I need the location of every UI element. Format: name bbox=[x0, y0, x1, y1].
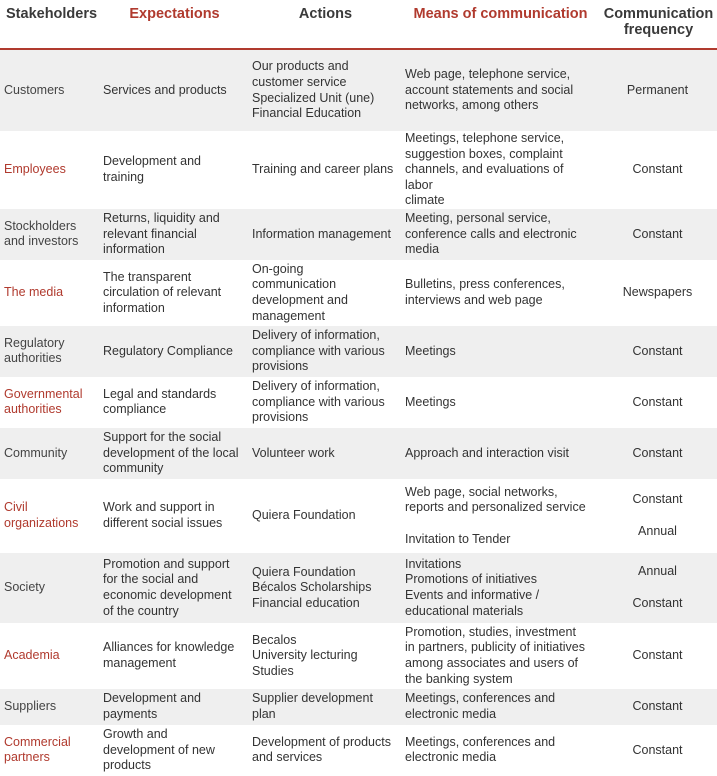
expectations-cell: Returns, liquidity and relevant financial information bbox=[99, 209, 248, 260]
table-row bbox=[0, 623, 717, 689]
expectations-cell: Growth and development of new products bbox=[99, 725, 248, 776]
means-cell bbox=[401, 209, 598, 260]
means-item: Meetings bbox=[405, 394, 456, 409]
frequency-cell bbox=[598, 49, 717, 131]
means-item: Meetings, conferences and electronic media bbox=[405, 691, 556, 721]
table-row bbox=[0, 131, 717, 209]
frequency-cell bbox=[598, 209, 717, 260]
table-row bbox=[0, 377, 717, 428]
actions-cell: Development of products and services bbox=[248, 725, 401, 776]
means-item: Web page, telephone service, account statements and social networks, among others bbox=[405, 67, 574, 113]
frequency-cell bbox=[598, 479, 717, 553]
header-frequency: Communication frequency bbox=[603, 6, 714, 38]
frequency-item: Constant bbox=[632, 343, 683, 358]
frequency-cell bbox=[598, 428, 717, 479]
means-cell bbox=[401, 623, 598, 689]
actions-cell: Our products and customer service Specialized Unit (une) Financial Education bbox=[248, 49, 401, 131]
frequency-item: Constant bbox=[632, 595, 683, 610]
frequency-cell bbox=[598, 689, 717, 725]
table-row bbox=[0, 209, 717, 260]
frequency-item: Constant bbox=[632, 742, 683, 757]
means-cell bbox=[401, 689, 598, 725]
header-means: Means of communication bbox=[413, 6, 588, 22]
stakeholder-cell: Regulatory authorities bbox=[0, 326, 99, 377]
expectations-cell: Regulatory Compliance bbox=[99, 326, 248, 377]
means-cell bbox=[401, 131, 598, 209]
expectations-cell: Services and products bbox=[99, 49, 248, 131]
table-row bbox=[0, 428, 717, 479]
actions-cell: Delivery of information, compliance with various provisions bbox=[248, 377, 401, 428]
table-body bbox=[0, 49, 717, 776]
header-row bbox=[0, 0, 717, 49]
means-item: Invitation to Tender bbox=[405, 531, 511, 546]
frequency-item: Constant bbox=[632, 226, 683, 241]
frequency-item: Permanent bbox=[626, 82, 689, 97]
frequency-item: Annual bbox=[638, 564, 677, 579]
means-cell bbox=[401, 479, 598, 553]
header-stakeholders: Stakeholders bbox=[6, 6, 98, 22]
frequency-item: Constant bbox=[632, 699, 683, 714]
means-item: Meetings bbox=[405, 343, 456, 358]
stakeholder-cell: The media bbox=[0, 260, 99, 326]
table-row bbox=[0, 260, 717, 326]
stakeholder-cell: Suppliers bbox=[0, 689, 99, 725]
means-item: Bulletins, press conferences, interviews and web page bbox=[405, 277, 565, 307]
frequency-cell bbox=[598, 326, 717, 377]
stakeholder-cell: Commercial partners bbox=[0, 725, 99, 776]
frequency-cell bbox=[598, 725, 717, 776]
frequency-cell bbox=[598, 623, 717, 689]
means-item: Invitations Promotions of initiatives Events and informative / educational materials bbox=[405, 556, 540, 618]
table-row bbox=[0, 479, 717, 553]
stakeholder-cell: Employees bbox=[0, 131, 99, 209]
stakeholder-cell: Customers bbox=[0, 49, 99, 131]
means-item: Promotion, studies, investment in partners, publicity of initiatives among associates and users of the banking system bbox=[405, 624, 585, 686]
stakeholder-cell: Stockholders and investors bbox=[0, 209, 99, 260]
frequency-item: Constant bbox=[632, 162, 683, 177]
expectations-cell: Promotion and support for the social and economic development of the country bbox=[99, 553, 248, 623]
expectations-cell: Development and training bbox=[99, 131, 248, 209]
means-cell bbox=[401, 725, 598, 776]
header-expectations: Expectations bbox=[129, 6, 220, 22]
expectations-cell: Support for the social development of the local community bbox=[99, 428, 248, 479]
stakeholder-cell: Academia bbox=[0, 623, 99, 689]
frequency-cell bbox=[598, 260, 717, 326]
expectations-cell: Legal and standards compliance bbox=[99, 377, 248, 428]
table-row bbox=[0, 553, 717, 623]
header-actions: Actions bbox=[298, 6, 353, 22]
table-row bbox=[0, 725, 717, 776]
frequency-item: Annual bbox=[638, 523, 677, 538]
actions-cell: Delivery of information, compliance with various provisions bbox=[248, 326, 401, 377]
expectations-cell: Development and payments bbox=[99, 689, 248, 725]
actions-cell: Information management bbox=[248, 209, 401, 260]
frequency-item: Newspapers bbox=[622, 285, 693, 300]
means-cell bbox=[401, 553, 598, 623]
means-item: Approach and interaction visit bbox=[405, 445, 569, 460]
actions-cell: Becalos University lecturing Studies bbox=[248, 623, 401, 689]
actions-cell: Volunteer work bbox=[248, 428, 401, 479]
expectations-cell: Work and support in different social issues bbox=[99, 479, 248, 553]
table-row bbox=[0, 689, 717, 725]
stakeholder-cell: Society bbox=[0, 553, 99, 623]
expectations-cell: Alliances for knowledge management bbox=[99, 623, 248, 689]
stakeholder-cell: Governmental authorities bbox=[0, 377, 99, 428]
expectations-cell: The transparent circulation of relevant information bbox=[99, 260, 248, 326]
frequency-item: Constant bbox=[632, 394, 683, 409]
stakeholder-cell: Civil organizations bbox=[0, 479, 99, 553]
means-cell bbox=[401, 49, 598, 131]
actions-cell: Quiera Foundation bbox=[248, 479, 401, 553]
means-cell bbox=[401, 260, 598, 326]
means-cell bbox=[401, 377, 598, 428]
means-cell bbox=[401, 326, 598, 377]
means-item: Meetings, telephone service, suggestion boxes, complaint channels, and evaluations of labor climate bbox=[405, 131, 565, 208]
table-row bbox=[0, 326, 717, 377]
means-item: Web page, social networks, reports and personalized service bbox=[405, 484, 586, 515]
frequency-cell bbox=[598, 377, 717, 428]
actions-cell: Quiera Foundation Bécalos Scholarships Financial education bbox=[248, 553, 401, 623]
means-item: Meetings, conferences and electronic media bbox=[405, 734, 556, 765]
means-cell bbox=[401, 428, 598, 479]
frequency-item: Constant bbox=[632, 445, 683, 460]
actions-cell: On-going communication development and management bbox=[248, 260, 401, 326]
frequency-cell bbox=[598, 553, 717, 623]
frequency-cell bbox=[598, 131, 717, 209]
actions-cell: Supplier development plan bbox=[248, 689, 401, 725]
stakeholder-cell: Community bbox=[0, 428, 99, 479]
frequency-item: Constant bbox=[632, 492, 683, 507]
actions-cell: Training and career plans bbox=[248, 131, 401, 209]
table-row bbox=[0, 49, 717, 131]
frequency-item: Constant bbox=[632, 648, 683, 663]
means-item: Meeting, personal service, conference calls and electronic media bbox=[405, 211, 577, 257]
